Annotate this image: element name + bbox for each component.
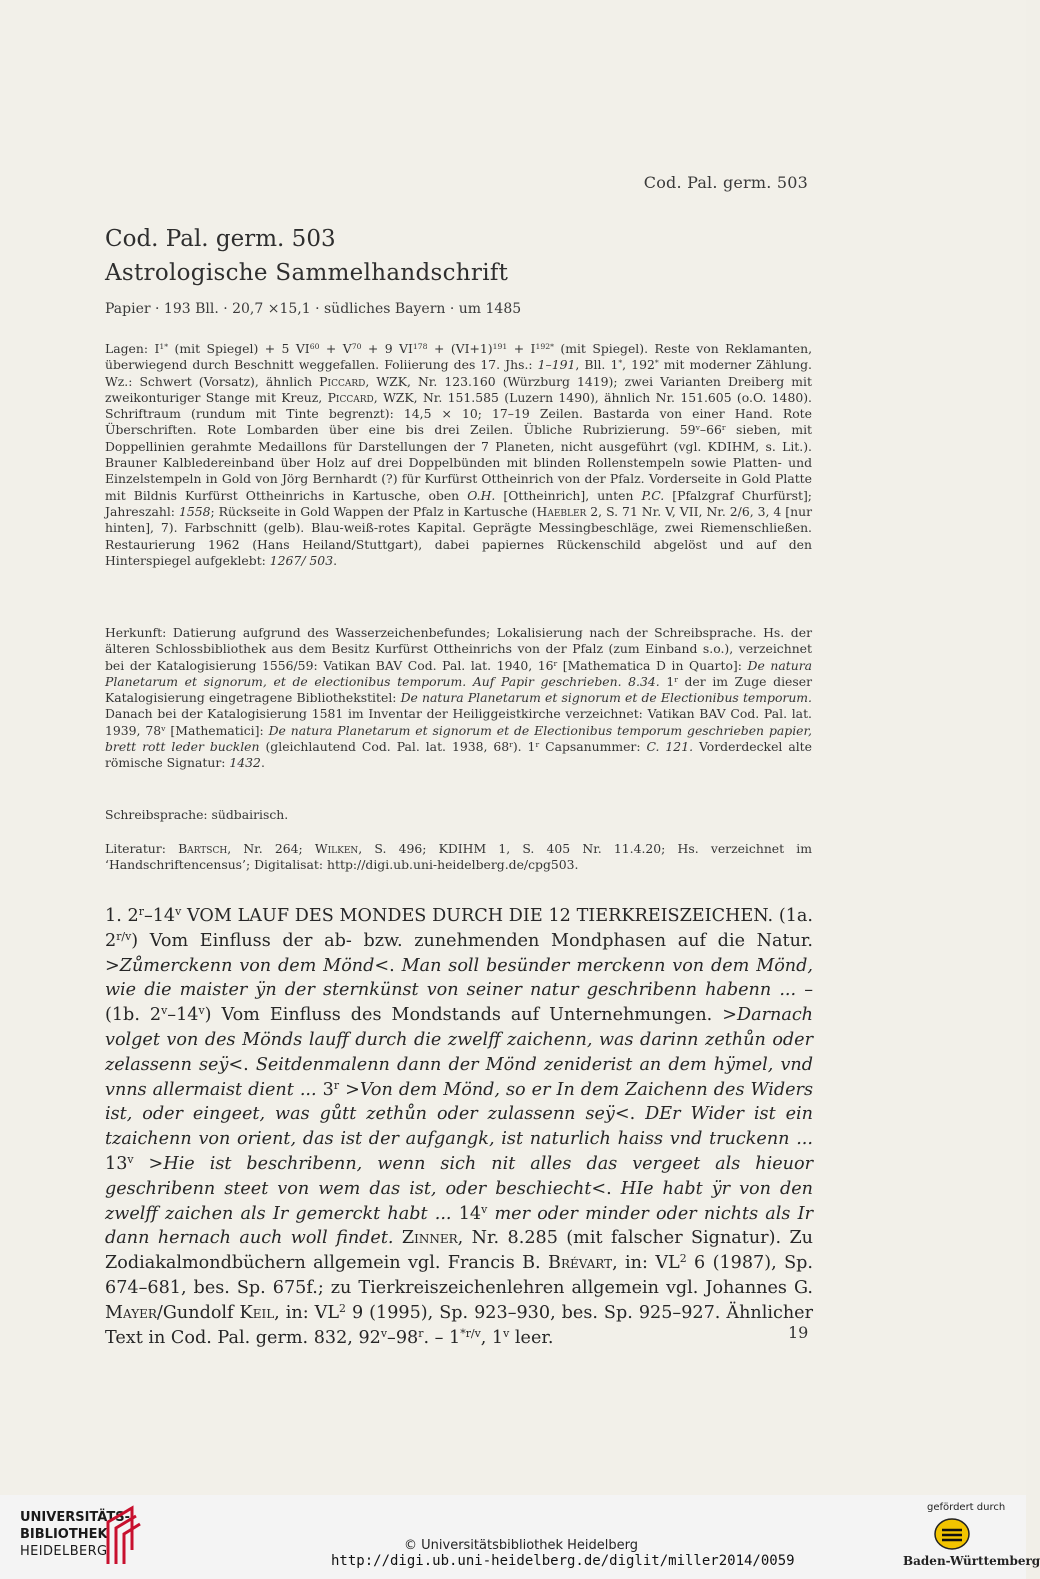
footer-bar bbox=[0, 1495, 1040, 1579]
dialect-paragraph: Schreibsprache: südbairisch. bbox=[105, 807, 289, 822]
manuscript-meta: Papier · 193 Bll. · 20,7 ×15,1 · südliches Bayern · um 1485 bbox=[105, 301, 522, 317]
running-head: Cod. Pal. germ. 503 bbox=[643, 173, 808, 192]
permalink-url[interactable]: http://digi.ub.uni-heidelberg.de/diglit/miller2014/0059 bbox=[331, 1553, 795, 1569]
coat-of-arms-icon bbox=[934, 1516, 970, 1552]
page-number: 19 bbox=[788, 1323, 809, 1342]
codicology-paragraph: Lagen: $I^{1*}$ (mit Spiegel) + 5 $VI^{60} + V^{70} + 9$ $VI^{178} + (VI+1)^{191} + I^{192*}$ (mit Spiegel). Reste von Reklamanten, überwiegend durch Beschnitt weggefallen. Foliierung des 17. Jhs.: 1–191, Bll. 1*, 192* mit moderner Zählung. Wz.: Schwert (Vorsatz), ähnlich Piccard, WZK, Nr. 123.160 (Würzburg 1419); zwei Varianten Dreiberg mit zweikonturiger Stange mit Kreuz, Piccard, WZK, Nr. 151.585 (Luzern 1490), ähnlich Nr. 151.605 (o.O. 1480). Schriftraum (rundum mit Tinte begrenzt): 14,5 × 10; 17–19 Zeilen. Bastarda von einer Hand. Rote Überschriften. Rote Lombarden über eine bis drei Zeilen. Übliche Rubrizierung. 59$^v$–66$^r$ sieben, mit Doppellinien gerahmte Medaillons für Darstellungen der 7 Planeten, nicht ausgeführt (vgl. KDIHM, s. Lit.). Brauner Kalbledereinband über Holz auf drei Doppelbünden mit blinden Rollenstempeln sowie Platten- und Einzelstempeln in Gold von Jörg Bernhardt (?) für Kurfürst Ottheinrich von der Pfalz. Vorderseite in Gold Platte mit Bildnis Kurfürst Ottheinrichs in Kartusche, oben O.H. [Ottheinrich], unten P.C. [Pfalzgraf Churfürst]; Jahreszahl: 1558; Rückseite in Gold Wappen der Pfalz in Kartusche (Haebler 2, S. 71 Nr. V, VII, Nr. 2/6, 3, 4 [nur hinten], 7). Farbschnitt (gelb). Blau-weiß-rotes Kapital. Geprägte Messingbeschläge, zwei Riemenschließen. Restaurierung 1962 (Hans Heiland/Stuttgart), dabei papiernes Rückenschild abgelöst und auf den Hinterspiegel aufgeklebt: 1267/ 503. bbox=[105, 341, 813, 568]
shelfmark-heading: Cod. Pal. germ. 503 bbox=[105, 226, 336, 252]
library-line-1: UNIVERSITÄTS- bbox=[20, 1510, 130, 1525]
content-entry: 1. 2$^r$–14$^v$ VOM LAUF DES MONDES DURCH DIE 12 TIERKREISZEICHEN. (1a. $2^{r/v}$) Vom Einfluss der ab- bzw. zunehmenden Mondphasen auf die Natur. >Zůmerckenn von dem Mönd<. Man soll besünder merckenn von dem Mönd, wie die maister ÿn der sternkünst von seiner natur geschribenn habenn ... – (1b. 2$^v$–14$^v$) Vom Einfluss des Mondstands auf Unternehmungen. >Darnach volget von des Mönds lauff durch die zwelff zaichenn, was darinn zethůn oder zelassenn seÿ<. Seitdenmalenn dann der Mönd zeniderist an dem hÿmel, vnd vnns allermaist dient ... $3^r >Von$ dem Mönd, so er In dem Zaichenn des Widers ist, oder eingeet, was gůtt zethůn oder zulassenn seÿ<. DEr Wider ist ein tzaichenn von orient, das ist der aufgangk, ist naturlich haiss vnd truckenn ... $13^v >Hie$ ist beschribenn, wenn sich nit alles das vergeet als hieuor geschribenn steet von wem das ist, oder beschiecht<. HIe habt ÿr von den zwelff zaichen als Ir gemerckt habt ... 14$^v$ mer oder minder oder nichts als Ir dann hernach auch woll findet. Zinner, Nr. 8.285 (mit falscher Signatur). Zu Zodiakalmondbüchern allgemein vgl. Francis B. Brévart, in: $VL^2$ 6 (1987), Sp. 674–681, bes. Sp. 675f.; zu Tierkreiszeichenlehren allgemein vgl. Johannes G. Mayer/Gundolf Keil, in: $VL^2$ 9 (1995), Sp. 923–930, bes. Sp. 925–927. Ähnlicher Text in Cod. Pal. germ. 832, 92$^v$–98$^r$. – $1^{*r/v}$, 1$^v$ leer. bbox=[105, 905, 814, 1348]
library-line-2: BIBLIOTHEK bbox=[20, 1527, 108, 1542]
library-logo-icon[interactable] bbox=[102, 1502, 142, 1568]
provenance-paragraph: Herkunft: Datierung aufgrund des Wasserzeichenbefundes; Lokalisierung nach der Schreibsprache. Hs. der älteren Schlossbibliothek aus dem Besitz Kurfürst Ottheinrichs von der Pfalz (zum Einband s.o.), verzeichnet bei der Katalogisierung 1556/59: Vatikan BAV Cod. Pal. lat. 1940, 16$^r$ [Mathematica D in Quarto]: De natura Planetarum et signorum, et de electionibus temporum. Auf Papir geschrieben. 8.34. 1$^r$ der im Zuge dieser Katalogisierung eingetragene Bibliothekstitel: De natura Planetarum et signorum et de Electionibus temporum. Danach bei der Katalogisierung 1581 im Inventar der Heiliggeistkirche verzeichnet: Vatikan BAV Cod. Pal. lat. 1939, 78$^v$ [Mathematici]: De natura Planetarum et signorum et de Electionibus temporum geschrieben papier, brett rott leder bucklen (gleichlautend Cod. Pal. lat. 1938, 68$^r$). 1$^r$ Capsanummer: C. 121. Vorderdeckel alte römische Signatur: 1432. bbox=[105, 625, 813, 771]
funded-by-label: gefördert durch bbox=[927, 1502, 1006, 1513]
funder-name: Baden-Württemberg bbox=[903, 1554, 1040, 1568]
manuscript-title: Astrologische Sammelhandschrift bbox=[105, 260, 509, 286]
library-line-3: HEIDELBERG bbox=[20, 1544, 108, 1559]
literature-paragraph: Literatur: Bartsch, Nr. 264; Wilken, S. 496; KDIHM 1, S. 405 Nr. 11.4.20; Hs. verzeichnet im ‘Handschriftencensus’; Digitalisat: http://digi.ub.uni-heidelberg.de/cpg503. bbox=[105, 841, 813, 873]
copyright-text: © Universitätsbibliothek Heidelberg bbox=[404, 1538, 639, 1553]
